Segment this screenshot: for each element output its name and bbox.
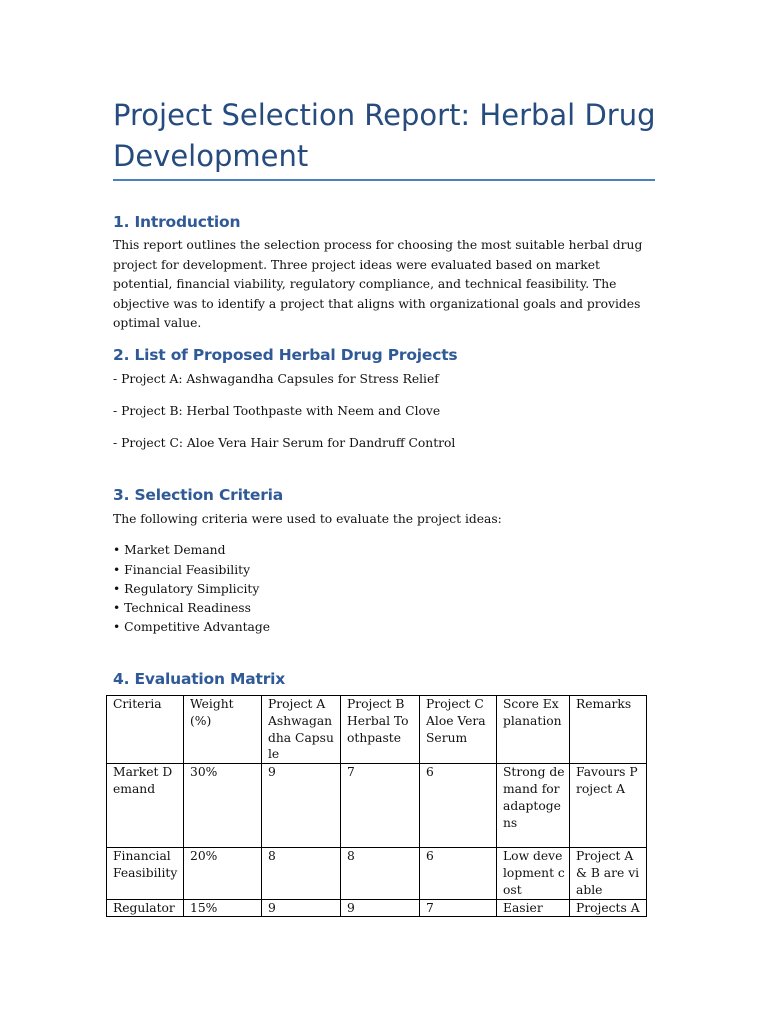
criteria-list-item: • Market Demand [113,543,226,557]
table-row [107,764,647,848]
project-list-item: - Project C: Aloe Vera Hair Serum for Dandruff Control [113,436,456,450]
table-header-cell: Project B Herbal Toothpaste [341,696,420,764]
section-heading-evaluation-matrix: 4. Evaluation Matrix [113,670,286,688]
table-cell: Strong demand for adaptogens [497,764,570,848]
project-list-item: - Project B: Herbal Toothpaste with Neem and Clove [113,404,441,418]
table-cell: Regulator [107,899,184,917]
table-header-cell: Criteria [107,696,184,764]
table-cell: 7 [420,899,497,917]
criteria-list-item: • Competitive Advantage [113,620,271,634]
table-cell: 20% [184,848,262,899]
section-heading-introduction: 1. Introduction [113,213,241,231]
table-header-row [107,696,647,764]
table-cell: 9 [341,899,420,917]
criteria-list-item: • Regulatory Simplicity [113,582,260,596]
table-header-cell: Project A Ashwagandha Capsule [262,696,341,764]
evaluation-matrix-table [106,695,647,917]
section-heading-criteria: 3. Selection Criteria [113,486,284,504]
table-cell: 9 [262,764,341,848]
table-cell: Favours Project A [570,764,647,848]
criteria-list-item: • Financial Feasibility [113,562,251,577]
table-header-cell: Project C Aloe Vera Serum [420,696,497,764]
criteria-list-item: • Technical Readiness [113,601,251,615]
table-cell: Projects A [570,899,647,917]
table-cell: 15% [184,899,262,917]
table-cell: Market Demand [107,764,184,848]
table-cell: 7 [341,764,420,848]
table-cell: 6 [420,848,497,899]
table-header-cell: Score Explanation [497,696,570,764]
table-header-cell: Weight (%) [184,696,262,764]
table-header-cell: Remarks [570,696,647,764]
table-cell: Easier [497,899,570,917]
table-cell: 30% [184,764,262,848]
table-row [107,899,647,917]
table-cell: 8 [262,848,341,899]
project-list-item: - Project A: Ashwagandha Capsules for Stress Relief [113,372,439,386]
document-title: Project Selection Report: Herbal Drug Development [113,98,656,173]
criteria-intro: The following criteria were used to evaluate the project ideas: [113,512,502,526]
table-cell: Project A & B are viable [570,848,647,899]
table-row [107,848,647,899]
table-cell: Financial Feasibility [107,848,184,899]
table-cell: 8 [341,848,420,899]
section-heading-projects: 2. List of Proposed Herbal Drug Projects [113,346,458,364]
introduction-paragraph: This report outlines the selection process for choosing the most suitable herbal drug project for development. Three project ideas were evaluated based on market potential, financial viability, regulatory compliance, and technical feasibility. The objective was to identify a project that aligns with organizational goals and provides optimal value. [113,238,643,330]
table-cell: 6 [420,764,497,848]
table-cell: Low development cost [497,848,570,899]
title-divider [113,179,655,181]
table-cell: 9 [262,899,341,917]
